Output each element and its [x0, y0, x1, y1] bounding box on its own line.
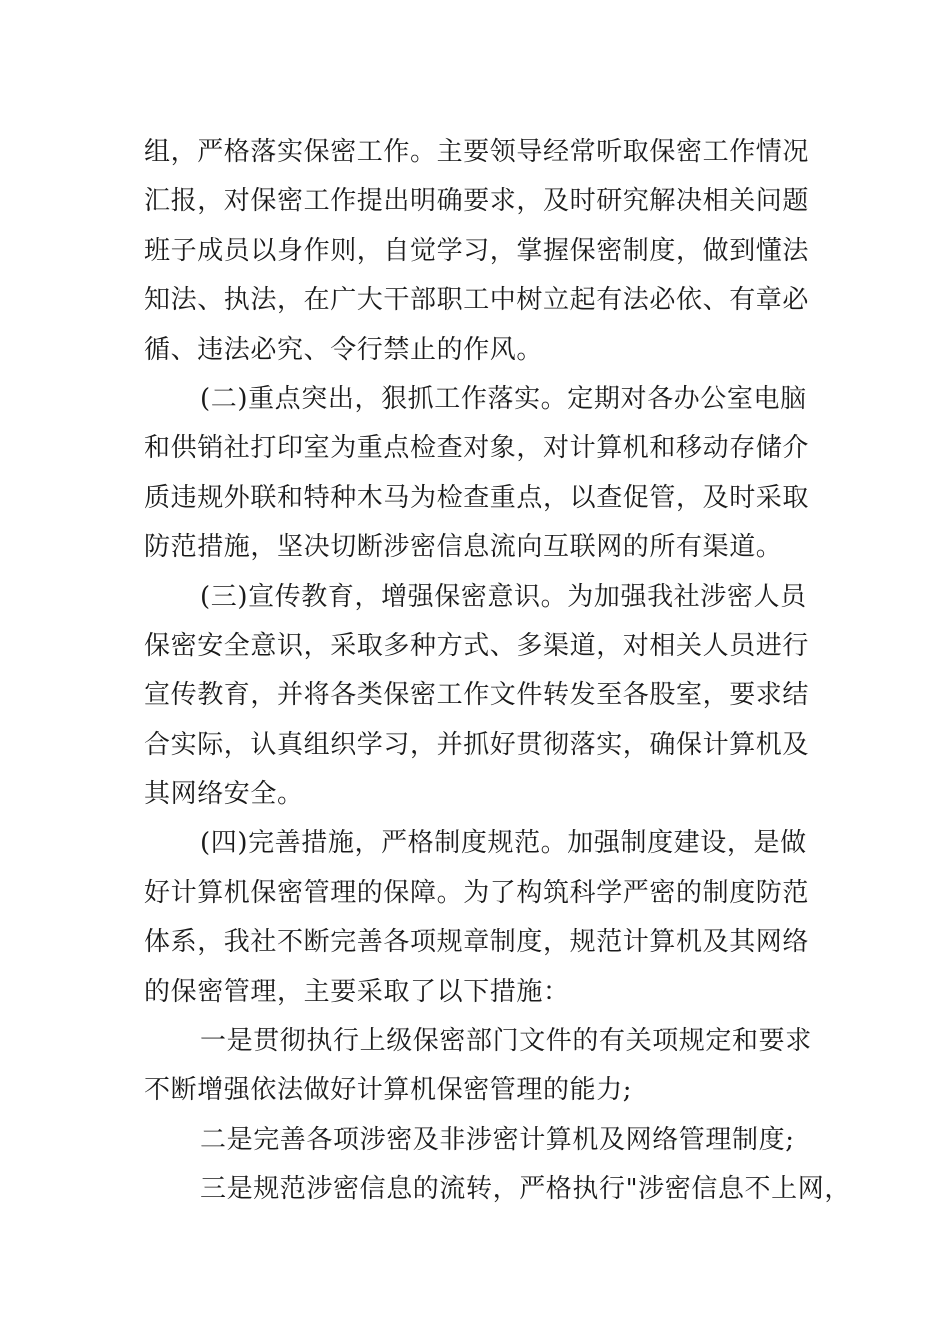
list-item-line: 三是规范涉密信息的流转，严格执行"涉密信息不上网，	[200, 1174, 851, 1205]
paragraph-heading-line: (三)宣传教育，增强保密意识。为加强我社涉密人员	[200, 581, 807, 612]
document-body	[144, 128, 851, 1215]
text-line: 汇报，对保密工作提出明确要求，及时研究解决相关问题	[144, 186, 810, 217]
text-line: 班子成员以身作则，自觉学习，掌握保密制度，做到懂法	[144, 235, 810, 266]
text-line: 不断增强依法做好计算机保密管理的能力;	[144, 1075, 633, 1106]
text-line: 保密安全意识，采取多种方式、多渠道，对相关人员进行	[144, 630, 810, 661]
text-line: 质违规外联和特种木马为检查重点，以查促管，及时采取	[144, 482, 810, 513]
text-line: 组，严格落实保密工作。主要领导经常听取保密工作情况	[144, 137, 810, 167]
text-line: 合实际，认真组织学习，并抓好贯彻落实，确保计算机及	[144, 729, 810, 760]
text-line: 防范措施，坚决切断涉密信息流向互联网的所有渠道。	[144, 532, 783, 563]
text-line: 好计算机保密管理的保障。为了构筑科学严密的制度防范	[144, 877, 810, 908]
paragraph-heading-line: (四)完善措施，严格制度规范。加强制度建设，是做	[200, 828, 807, 859]
list-item-line: 二是完善各项涉密及非涉密计算机及网络管理制度;	[200, 1124, 795, 1155]
text-line: 循、违法必究、令行禁止的作风。	[144, 334, 544, 365]
list-item-line: 一是贯彻执行上级保密部门文件的有关项规定和要求	[200, 1026, 812, 1057]
text-line: 其网络安全。	[144, 779, 304, 810]
text-line: 和供销社打印室为重点检查对象，对计算机和移动存储介	[144, 433, 810, 464]
text-line: 宣传教育，并将各类保密工作文件转发至各股室，要求结	[144, 680, 810, 711]
text-line: 知法、执法，在广大干部职工中树立起有法必依、有章必	[144, 285, 810, 316]
text-line: 的保密管理，主要采取了以下措施：	[144, 976, 570, 1007]
text-line: 体系，我社不断完善各项规章制度，规范计算机及其网络	[144, 927, 810, 958]
paragraph-heading-line: (二)重点突出，狠抓工作落实。定期对各办公室电脑	[200, 383, 807, 414]
